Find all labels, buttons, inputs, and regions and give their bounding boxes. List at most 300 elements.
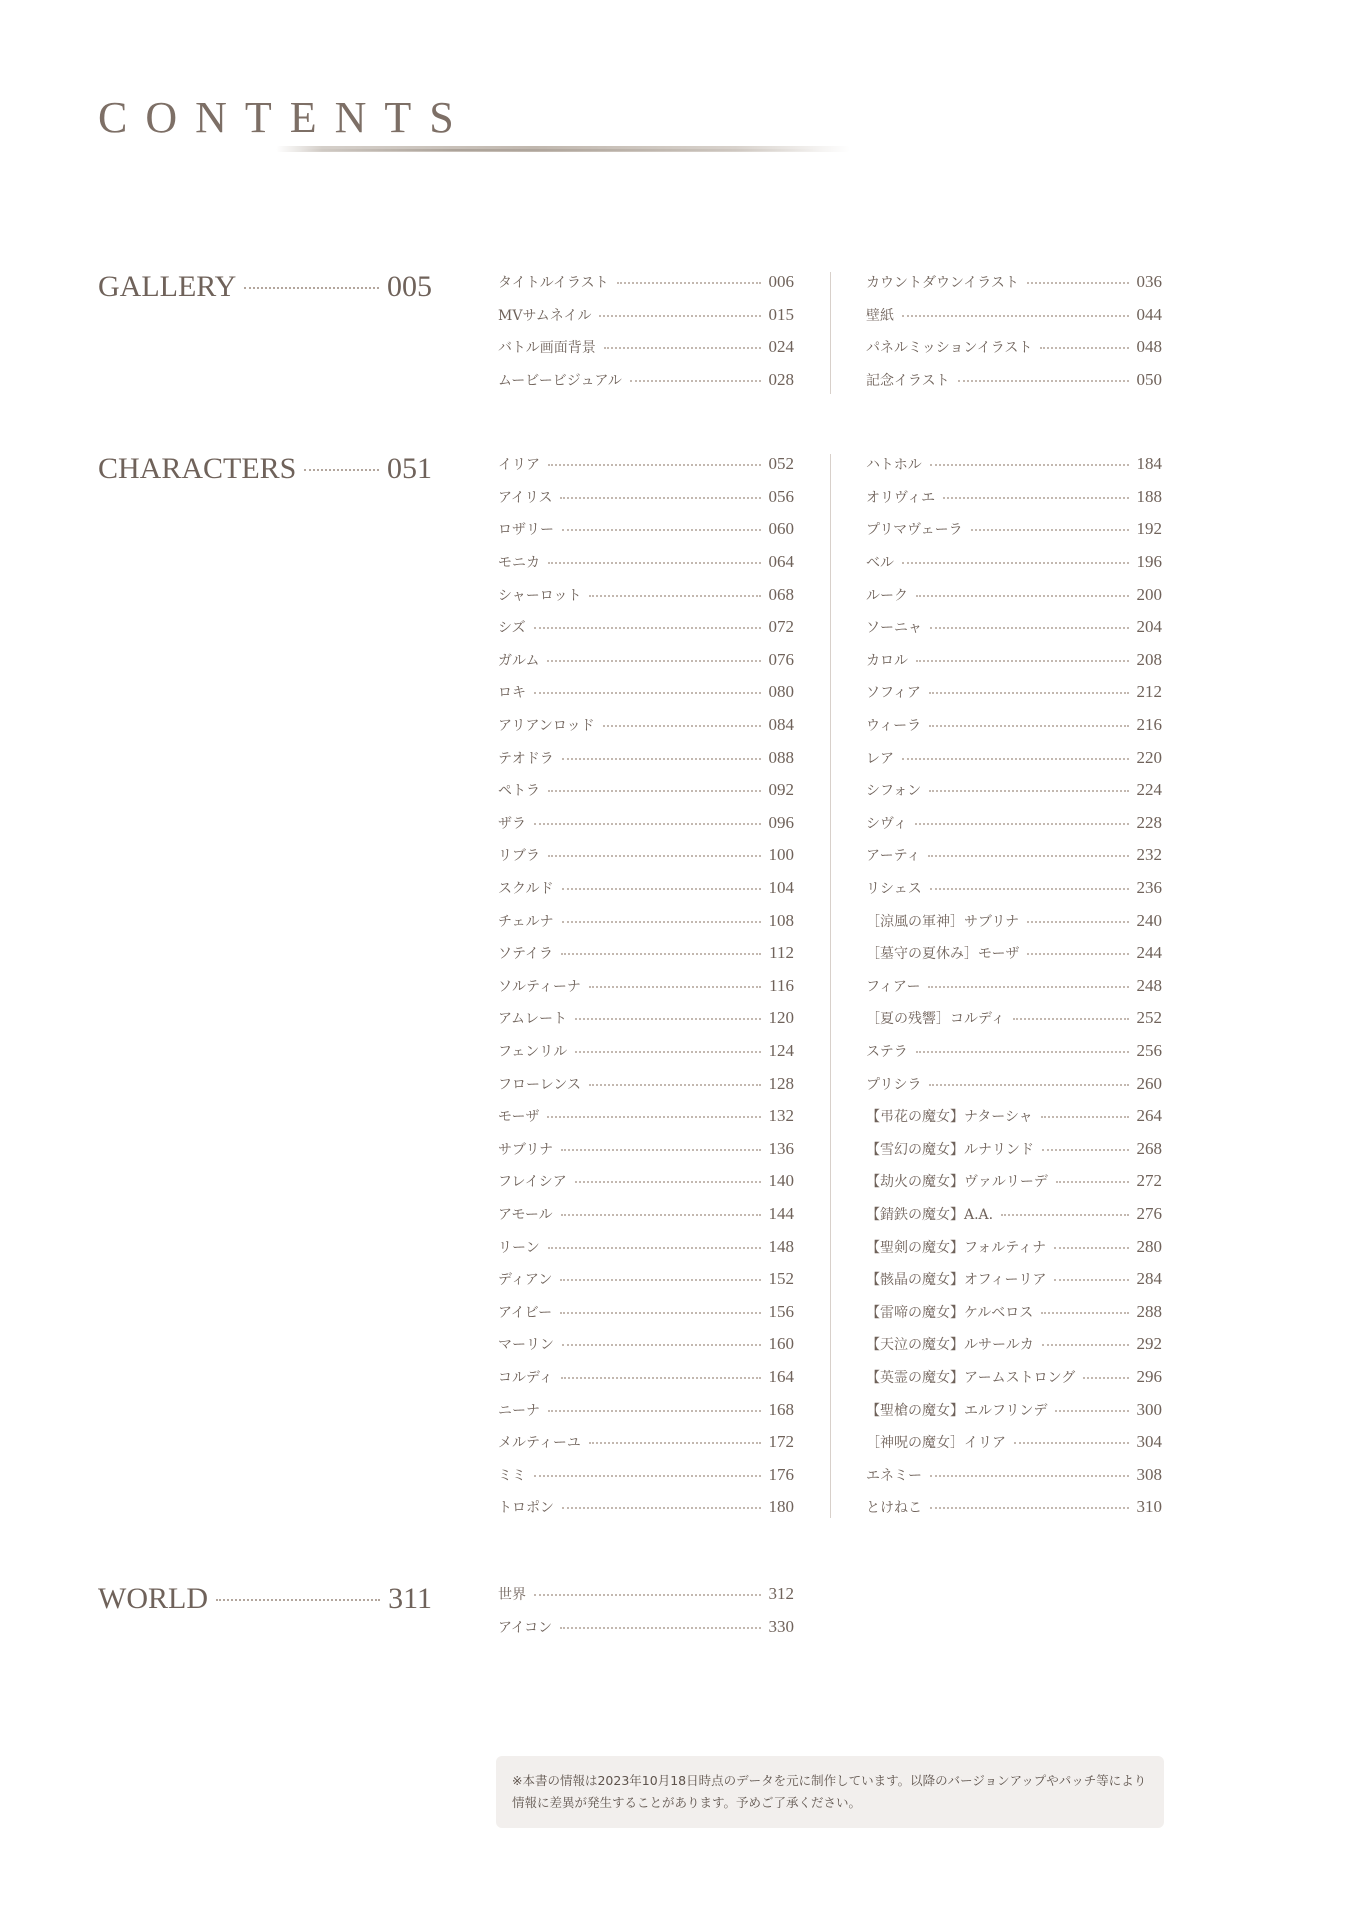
toc-entry-label: タイトルイラスト	[498, 275, 609, 292]
toc-entry-page: 048	[1136, 337, 1162, 357]
toc-entry-label: フローレンス	[498, 1076, 581, 1093]
toc-entry-label: 壁紙	[866, 307, 894, 324]
toc-entry-page: 260	[1136, 1073, 1162, 1093]
toc-entry-page: 284	[1136, 1269, 1162, 1289]
leader-dots	[548, 1410, 761, 1412]
toc-entry[interactable]	[866, 904, 1162, 937]
toc-entry-label: レア	[866, 750, 894, 767]
toc-entry[interactable]	[866, 513, 1162, 546]
toc-entry[interactable]	[498, 1295, 794, 1328]
leader-dots	[1083, 1377, 1128, 1379]
toc-entry-page: 192	[1136, 519, 1162, 539]
leader-dots	[561, 1214, 761, 1216]
toc-entry[interactable]	[866, 1263, 1162, 1296]
leader-dots	[575, 1051, 760, 1053]
leader-dots	[902, 758, 1129, 760]
leader-dots	[534, 1594, 761, 1596]
leader-dots	[929, 692, 1129, 694]
gallery-list-right	[866, 266, 1162, 396]
toc-entry[interactable]	[866, 839, 1162, 872]
toc-entry-label: シズ	[498, 620, 526, 637]
toc-entry-page: 200	[1136, 584, 1162, 604]
toc-entry[interactable]	[866, 299, 1162, 332]
toc-entry-page: 236	[1136, 878, 1162, 898]
toc-entry[interactable]	[866, 1426, 1162, 1459]
toc-entry[interactable]	[498, 481, 794, 514]
toc-entry[interactable]	[866, 546, 1162, 579]
leader-dots	[1014, 1442, 1129, 1444]
toc-entry-label: エネミー	[866, 1467, 922, 1484]
toc-entry[interactable]	[498, 774, 794, 807]
leader-dots	[561, 1377, 761, 1379]
toc-entry-label: ［涼風の軍神］サブリナ	[866, 913, 1020, 930]
leader-dots	[902, 562, 1129, 564]
toc-entry[interactable]	[498, 1165, 794, 1198]
toc-entry-page: 180	[768, 1497, 794, 1517]
leader-dots	[548, 855, 761, 857]
toc-entry-label: メルティーユ	[498, 1435, 581, 1452]
toc-entry-label: ソルティーナ	[498, 978, 581, 995]
toc-entry[interactable]	[866, 1328, 1162, 1361]
toc-entry-page: 132	[768, 1106, 794, 1126]
leader-dots	[916, 660, 1129, 662]
toc-entry-page: 100	[768, 845, 794, 865]
toc-entry-label: 【骸晶の魔女】オフィーリア	[866, 1272, 1047, 1289]
leader-dots	[1013, 1018, 1129, 1020]
toc-entry-label: モニカ	[498, 555, 540, 572]
toc-entry[interactable]	[498, 1067, 794, 1100]
toc-entry-page: 292	[1136, 1334, 1162, 1354]
leader-dots	[943, 497, 1128, 499]
toc-entry-label: ［神呪の魔女］イリア	[866, 1435, 1006, 1452]
toc-entry[interactable]	[498, 1002, 794, 1035]
toc-entry-page: 256	[1136, 1040, 1162, 1060]
leader-dots	[548, 562, 761, 564]
toc-entry-page: 060	[768, 519, 794, 539]
leader-dots	[589, 595, 760, 597]
leader-dots	[1054, 1247, 1128, 1249]
toc-entry-page: 244	[1136, 943, 1162, 963]
toc-entry[interactable]	[866, 1491, 1162, 1524]
leader-dots	[534, 1475, 761, 1477]
leader-dots	[1001, 1214, 1128, 1216]
leader-dots	[1055, 1410, 1128, 1412]
toc-entry-page: 140	[768, 1171, 794, 1191]
leader-dots	[1042, 1344, 1129, 1346]
toc-entry-page: 160	[768, 1334, 794, 1354]
leader-dots	[971, 529, 1129, 531]
toc-entry-page: 310	[1136, 1497, 1162, 1517]
toc-entry-label: MVサムネイル	[498, 307, 592, 324]
toc-entry-label: ソーニャ	[866, 620, 922, 637]
leader-dots	[1027, 282, 1129, 284]
leader-dots	[630, 380, 761, 382]
toc-entry-page: 300	[1136, 1399, 1162, 1419]
toc-entry-page: 068	[768, 584, 794, 604]
toc-entry-label: ガルム	[498, 652, 540, 669]
toc-entry[interactable]	[866, 970, 1162, 1003]
leader-dots	[560, 1627, 760, 1629]
leader-dots	[562, 758, 761, 760]
leader-dots	[1054, 1279, 1128, 1281]
toc-entry-page: 112	[769, 943, 794, 963]
toc-entry[interactable]	[866, 1458, 1162, 1491]
leader-dots	[575, 1018, 760, 1020]
toc-entry-page: 152	[768, 1269, 794, 1289]
toc-entry[interactable]	[866, 1002, 1162, 1035]
toc-entry[interactable]	[498, 839, 794, 872]
toc-entry-page: 248	[1136, 975, 1162, 995]
leader-dots	[1041, 1116, 1129, 1118]
toc-entry-label: 【劫火の魔女】ヴァルリーデ	[866, 1174, 1048, 1191]
leader-dots	[562, 1507, 761, 1509]
toc-entry[interactable]	[498, 1100, 794, 1133]
toc-entry-label: 【天泣の魔女】ルサールカ	[866, 1337, 1034, 1354]
toc-entry-page: 116	[769, 975, 794, 995]
toc-entry-page: 124	[768, 1040, 794, 1060]
toc-entry[interactable]	[498, 513, 794, 546]
leader-dots	[1041, 1312, 1128, 1314]
toc-entry-label: カウントダウンイラスト	[866, 275, 1019, 292]
leader-dots	[547, 1116, 760, 1118]
toc-entry-page: 272	[1136, 1171, 1162, 1191]
leader-dots	[560, 1279, 760, 1281]
toc-entry-page: 072	[768, 617, 794, 637]
toc-entry-label: スクルド	[498, 881, 554, 898]
toc-entry-label: アイビー	[498, 1304, 553, 1321]
leader-dots	[1027, 953, 1128, 955]
toc-entry[interactable]	[866, 774, 1162, 807]
toc-entry-label: 【雷啼の魔女】ケルベロス	[866, 1304, 1034, 1321]
leader-dots	[617, 282, 761, 284]
leader-dots	[902, 315, 1129, 317]
toc-entry-page: 252	[1136, 1008, 1162, 1028]
toc-entry-page: 220	[1136, 747, 1162, 767]
leader-dots	[930, 627, 1129, 629]
toc-entry-label: アモール	[498, 1206, 553, 1223]
toc-entry-page: 288	[1136, 1301, 1162, 1321]
leader-dots	[930, 1507, 1129, 1509]
toc-entry[interactable]	[866, 1230, 1162, 1263]
toc-entry-page: 080	[768, 682, 794, 702]
toc-entry-page: 044	[1136, 304, 1162, 324]
toc-entry-page: 204	[1136, 617, 1162, 637]
toc-entry-page: 024	[768, 337, 794, 357]
toc-entry-page: 196	[1136, 552, 1162, 572]
toc-entry[interactable]	[498, 1263, 794, 1296]
toc-entry[interactable]	[866, 448, 1162, 481]
toc-entry-label: ニーナ	[498, 1402, 540, 1419]
toc-entry[interactable]	[498, 709, 794, 742]
toc-entry[interactable]	[498, 937, 794, 970]
toc-entry-label: 【聖槍の魔女】エルフリンデ	[866, 1402, 1048, 1419]
section-heading-label: WORLD	[98, 1582, 208, 1615]
toc-entry-page: 164	[768, 1366, 794, 1386]
toc-entry[interactable]	[498, 1328, 794, 1361]
leader-dots	[930, 888, 1129, 890]
leader-dots	[547, 660, 760, 662]
toc-entry-label: アリアンロッド	[498, 718, 595, 735]
toc-entry[interactable]	[498, 872, 794, 905]
toc-entry[interactable]	[866, 1361, 1162, 1394]
toc-entry-page: 208	[1136, 649, 1162, 669]
toc-entry-page: 188	[1136, 486, 1162, 506]
leader-dots	[930, 1475, 1129, 1477]
toc-entry[interactable]	[866, 331, 1162, 364]
toc-entry-page: 172	[768, 1432, 794, 1452]
leader-dots	[244, 287, 379, 289]
toc-entry[interactable]	[866, 1100, 1162, 1133]
leader-dots	[929, 790, 1128, 792]
leader-dots	[534, 823, 761, 825]
toc-entry[interactable]	[498, 1458, 794, 1491]
toc-entry-page: 304	[1136, 1432, 1162, 1452]
toc-entry-page: 148	[768, 1236, 794, 1256]
toc-entry[interactable]	[866, 1393, 1162, 1426]
toc-entry-page: 264	[1136, 1106, 1162, 1126]
toc-entry-label: リシェス	[866, 881, 922, 898]
toc-entry-label: アイコン	[498, 1619, 553, 1636]
toc-entry[interactable]	[866, 709, 1162, 742]
characters-list-left	[498, 448, 794, 1524]
leader-dots	[562, 529, 761, 531]
toc-entry-page: 224	[1136, 780, 1162, 800]
toc-entry-page: 128	[768, 1073, 794, 1093]
toc-entry-label: チェルナ	[498, 913, 554, 930]
toc-entry-label: 【弔花の魔女】ナターシャ	[866, 1109, 1033, 1126]
toc-entry[interactable]	[866, 364, 1162, 397]
toc-entry-page: 006	[768, 272, 794, 292]
toc-entry[interactable]	[866, 644, 1162, 677]
leader-dots	[589, 1084, 761, 1086]
toc-entry-label: ［墓守の夏休み］モーザ	[866, 946, 1020, 963]
toc-entry-label: アイリス	[498, 489, 553, 506]
toc-entry-label: テオドラ	[498, 750, 554, 767]
toc-entry[interactable]	[498, 578, 794, 611]
toc-entry-page: 168	[768, 1399, 794, 1419]
toc-entry[interactable]	[498, 644, 794, 677]
toc-entry[interactable]	[498, 1198, 794, 1231]
leader-dots	[561, 953, 761, 955]
toc-entry[interactable]	[498, 1611, 794, 1644]
leader-dots	[603, 725, 761, 727]
toc-entry-label: フィアー	[866, 978, 921, 995]
leader-dots	[561, 1149, 760, 1151]
toc-entry-label: ザラ	[498, 815, 526, 832]
toc-entry[interactable]	[498, 448, 794, 481]
leader-dots	[562, 1344, 761, 1346]
leader-dots	[1056, 1181, 1129, 1183]
toc-entry[interactable]	[866, 1035, 1162, 1068]
toc-entry-label: オリヴィエ	[866, 489, 936, 506]
toc-entry-label: ソフィア	[866, 685, 921, 702]
toc-entry-label: シャーロット	[498, 587, 582, 604]
toc-entry[interactable]	[866, 481, 1162, 514]
leader-dots	[916, 1051, 1129, 1053]
contents-title: CONTENTS	[98, 93, 472, 142]
toc-entry-page: 092	[768, 780, 794, 800]
toc-entry-page: 312	[768, 1584, 794, 1604]
leader-dots	[928, 855, 1128, 857]
toc-entry-label: アムレート	[498, 1011, 568, 1028]
toc-entry-label: ディアン	[498, 1272, 553, 1289]
toc-entry-label: 世界	[498, 1587, 526, 1604]
toc-entry[interactable]	[498, 1132, 794, 1165]
toc-entry[interactable]	[866, 937, 1162, 970]
section-heading-page: 051	[387, 452, 432, 485]
leader-dots	[599, 315, 760, 317]
column-divider	[830, 272, 831, 394]
toc-entry-page: 120	[768, 1008, 794, 1028]
toc-entry-label: リーン	[498, 1239, 540, 1256]
section-heading-label: GALLERY	[98, 270, 237, 303]
toc-entry-label: ペトラ	[498, 783, 540, 800]
toc-entry-label: 記念イラスト	[866, 373, 950, 390]
toc-entry-label: アーティ	[866, 848, 921, 865]
toc-entry-label: ロキ	[498, 685, 526, 702]
disclaimer-note: ※本書の情報は2023年10月18日時点のデータを元に制作しています。以降のバージョンアップやパッチ等により情報に差異が発生することがあります。予めご了承ください。	[496, 1756, 1164, 1828]
toc-entry[interactable]	[498, 1426, 794, 1459]
toc-entry-page: 276	[1136, 1203, 1162, 1223]
toc-entry-label: 【錆鉄の魔女】A.A.	[866, 1206, 994, 1223]
toc-entry[interactable]	[498, 1393, 794, 1426]
leader-dots	[304, 469, 379, 471]
toc-entry[interactable]	[866, 807, 1162, 840]
leader-dots	[604, 347, 761, 349]
toc-entry[interactable]	[498, 266, 794, 299]
toc-entry-page: 144	[768, 1203, 794, 1223]
toc-entry-label: リブラ	[498, 848, 540, 865]
toc-entry[interactable]	[498, 904, 794, 937]
leader-dots	[548, 464, 761, 466]
toc-entry[interactable]	[866, 1198, 1162, 1231]
toc-entry[interactable]	[866, 611, 1162, 644]
column-divider	[830, 454, 831, 1518]
toc-entry-label: ステラ	[866, 1043, 908, 1060]
toc-entry-page: 296	[1136, 1366, 1162, 1386]
toc-entry[interactable]	[498, 807, 794, 840]
leader-dots	[548, 1247, 761, 1249]
toc-entry[interactable]	[498, 611, 794, 644]
toc-entry[interactable]	[498, 299, 794, 332]
toc-entry-page: 212	[1136, 682, 1162, 702]
toc-entry-page: 216	[1136, 715, 1162, 735]
leader-dots	[929, 725, 1128, 727]
toc-entry-page: 056	[768, 486, 794, 506]
toc-entry[interactable]	[866, 266, 1162, 299]
toc-entry-page: 050	[1136, 370, 1162, 390]
leader-dots	[929, 1084, 1128, 1086]
toc-entry-label: 【英霊の魔女】アームストロング	[866, 1369, 1076, 1386]
leader-dots	[562, 921, 761, 923]
toc-entry-page: 280	[1136, 1236, 1162, 1256]
leader-dots	[548, 790, 761, 792]
toc-entry-label: とけねこ	[866, 1500, 922, 1517]
toc-entry[interactable]	[498, 1578, 794, 1611]
toc-entry[interactable]	[498, 1035, 794, 1068]
toc-entry-page: 096	[768, 812, 794, 832]
toc-entry[interactable]	[498, 1361, 794, 1394]
toc-entry-page: 076	[768, 649, 794, 669]
toc-entry[interactable]	[498, 546, 794, 579]
leader-dots	[534, 692, 761, 694]
leader-dots	[534, 627, 761, 629]
section-heading-gallery[interactable]	[98, 270, 432, 306]
toc-entry[interactable]	[498, 364, 794, 397]
section-heading-page: 005	[387, 270, 432, 303]
leader-dots	[560, 497, 760, 499]
world-list-left	[498, 1578, 794, 1643]
toc-entry[interactable]	[498, 741, 794, 774]
toc-entry[interactable]	[866, 676, 1162, 709]
brush-stroke-decoration-inner	[300, 149, 820, 151]
toc-entry-label: ミミ	[498, 1467, 526, 1484]
leader-dots	[928, 986, 1128, 988]
toc-entry[interactable]	[866, 1165, 1162, 1198]
toc-entry-label: ムービービジュアル	[498, 373, 622, 390]
toc-entry-label: マーリン	[498, 1337, 554, 1354]
toc-entry-page: 015	[768, 304, 794, 324]
toc-entry-label: フレイシア	[498, 1174, 567, 1191]
toc-entry-page: 308	[1136, 1464, 1162, 1484]
leader-dots	[1040, 347, 1128, 349]
toc-entry[interactable]	[866, 872, 1162, 905]
leader-dots	[589, 1442, 761, 1444]
toc-entry-label: ルーク	[866, 587, 908, 604]
toc-entry-page: 156	[768, 1301, 794, 1321]
toc-entry-label: フェンリル	[498, 1043, 568, 1060]
section-heading-page: 311	[388, 1582, 432, 1615]
leader-dots	[930, 464, 1129, 466]
leader-dots	[589, 986, 761, 988]
toc-entry[interactable]	[866, 578, 1162, 611]
toc-entry[interactable]	[866, 741, 1162, 774]
toc-entry[interactable]	[866, 1295, 1162, 1328]
toc-entry[interactable]	[498, 1230, 794, 1263]
toc-entry-label: 【聖剣の魔女】フォルティナ	[866, 1239, 1047, 1256]
toc-entry-page: 108	[768, 910, 794, 930]
toc-entry[interactable]	[498, 970, 794, 1003]
toc-entry-label: 【雪幻の魔女】ルナリンド	[866, 1141, 1034, 1158]
leader-dots	[575, 1181, 761, 1183]
toc-entry-page: 176	[768, 1464, 794, 1484]
section-heading-characters[interactable]	[98, 452, 432, 488]
toc-entry-label: ウィーラ	[866, 718, 922, 735]
toc-entry-page: 136	[768, 1138, 794, 1158]
section-heading-label: CHARACTERS	[98, 452, 297, 485]
toc-entry-page: 330	[768, 1616, 794, 1636]
toc-entry-page: 240	[1136, 910, 1162, 930]
toc-entry-page: 064	[768, 552, 794, 572]
toc-entry[interactable]	[498, 1491, 794, 1524]
leader-dots	[1042, 1149, 1129, 1151]
leader-dots	[916, 595, 1129, 597]
toc-entry-label: ベル	[866, 555, 894, 572]
toc-entry[interactable]	[866, 1132, 1162, 1165]
toc-entry-page: 028	[768, 370, 794, 390]
toc-entry[interactable]	[866, 1067, 1162, 1100]
leader-dots	[1027, 921, 1128, 923]
toc-entry-label: トロポン	[498, 1500, 554, 1517]
section-heading-world[interactable]	[98, 1582, 432, 1618]
toc-entry-page: 088	[768, 747, 794, 767]
toc-entry-page: 228	[1136, 812, 1162, 832]
toc-entry[interactable]	[498, 331, 794, 364]
toc-entry-label: プリマヴェーラ	[866, 522, 963, 539]
toc-entry[interactable]	[498, 676, 794, 709]
leader-dots	[562, 888, 761, 890]
leader-dots	[560, 1312, 760, 1314]
